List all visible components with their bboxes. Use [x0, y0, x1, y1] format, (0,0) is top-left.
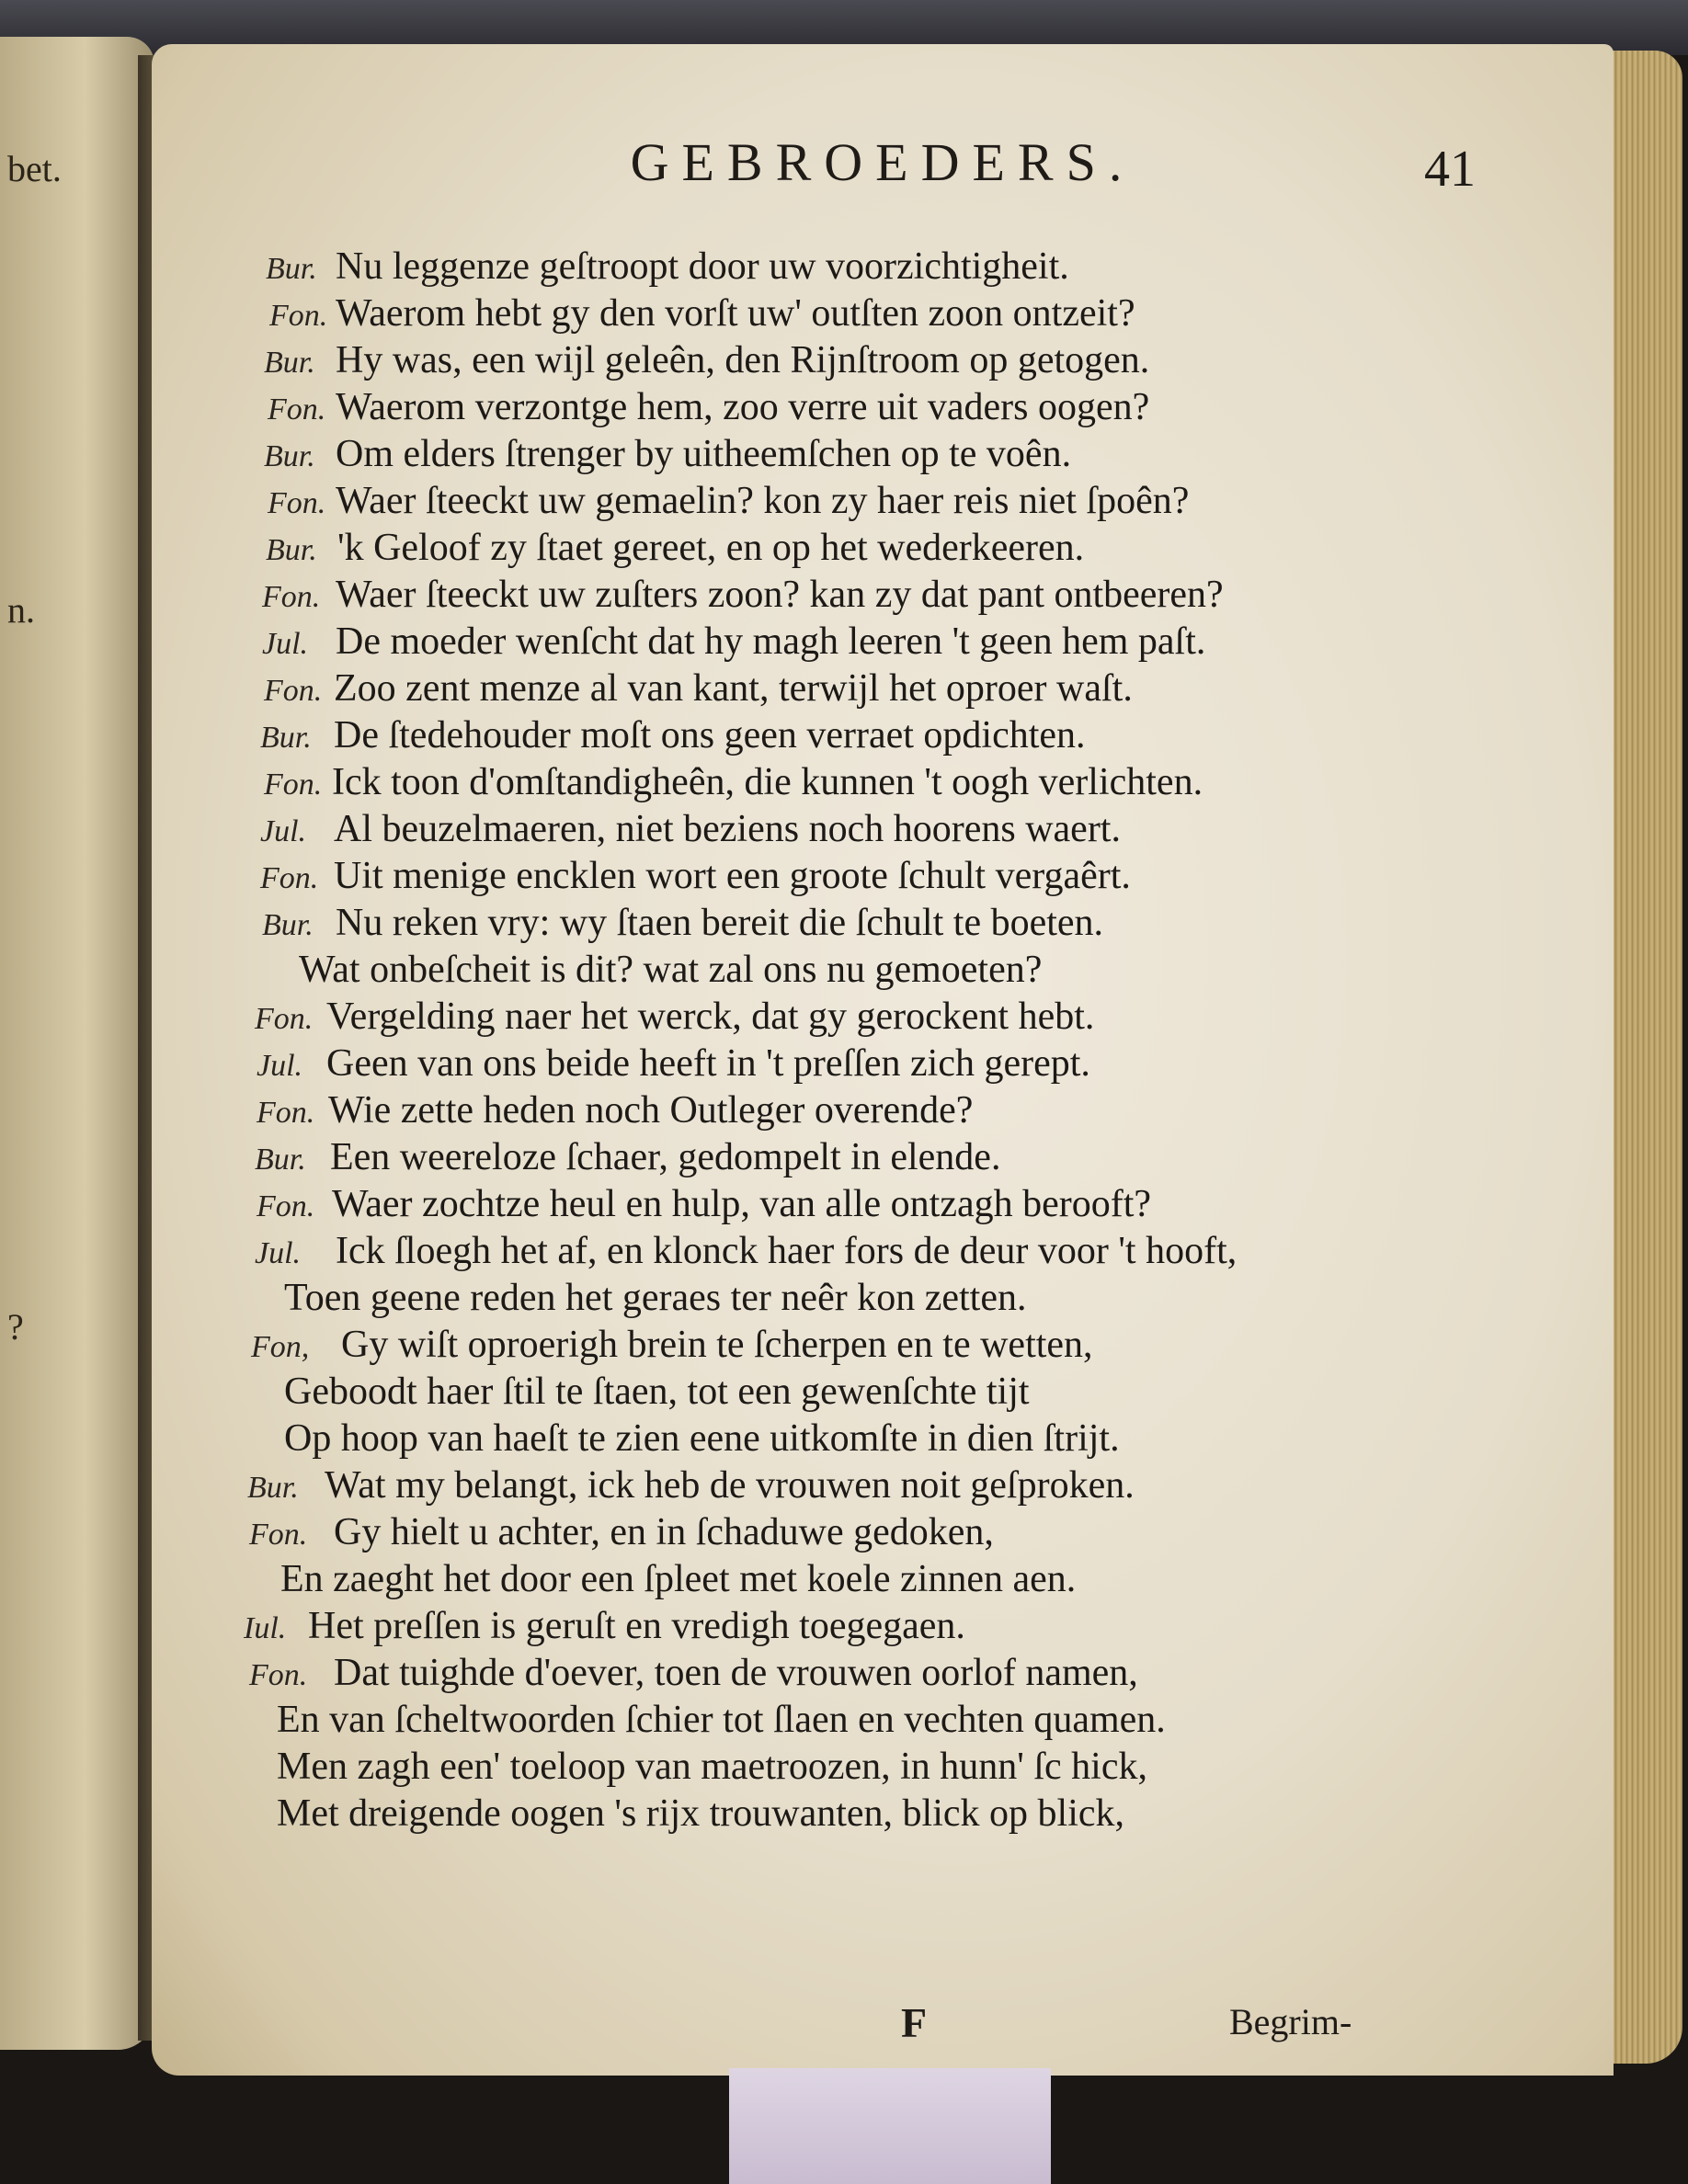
speaker-label: Bur.: [266, 252, 317, 286]
page-number: 41: [1424, 141, 1476, 198]
speaker-label: Fon.: [264, 768, 323, 802]
speaker-label: Iul.: [244, 1611, 287, 1645]
speaker-label: Fon.: [260, 861, 319, 895]
verse-text: Nu reken vry: wy ſtaen bereit die ſchult te boeten.: [336, 902, 1104, 944]
bookmark-slip: [729, 2068, 1051, 2184]
verse-text: Gy hielt u achter, en in ſchaduwe gedoken,: [334, 1511, 994, 1553]
verse-text: Waer ſteeckt uw gemaelin? kon zy haer reis niet ſpoên?: [336, 480, 1190, 522]
speaker-label: Bur.: [247, 1471, 299, 1505]
speaker-label: Jul.: [260, 814, 307, 848]
running-title: GEBROEDERS.: [630, 132, 1135, 192]
verse-text: Gy wiſt oproerigh brein te ſcherpen en te wetten,: [341, 1324, 1093, 1366]
verse-line: [152, 1088, 1614, 1135]
speaker-label: Bur.: [262, 908, 314, 942]
verse-text: De ſtedehouder moſt ons geen verraet opdichten.: [334, 714, 1086, 756]
speaker-label: Fon.: [262, 580, 321, 614]
previous-page-fragment: bet.: [7, 148, 62, 189]
running-head: [152, 131, 1614, 193]
verse-text: En zaeght het door een ſpleet met koele zinnen aen.: [280, 1558, 1077, 1600]
speaker-label: Fon.: [257, 1189, 315, 1223]
verse-line: [152, 432, 1614, 479]
signature-mark: F: [901, 1999, 928, 2046]
verse-line: [152, 1323, 1614, 1370]
verse-line: [152, 854, 1614, 901]
verse-text: Dat tuighde d'oever, toen de vrouwen oorlof namen,: [334, 1652, 1138, 1694]
book-page: [152, 44, 1614, 2076]
speaker-label: Bur.: [264, 346, 315, 380]
verse-line: [152, 1370, 1614, 1416]
verse-text: Vergelding naer het werck, dat gy gerockent hebt.: [326, 995, 1095, 1038]
speaker-label: Bur.: [266, 533, 317, 567]
verse-text: Men zagh een' toeloop van maetroozen, in hunn' ſc hick,: [277, 1746, 1147, 1788]
verse-line: [152, 995, 1614, 1041]
verse-text: De moeder wenſcht dat hy magh leeren 't geen hem paſt.: [336, 620, 1206, 663]
verse-line: [152, 338, 1614, 385]
verse-line: [152, 1041, 1614, 1088]
verse-text: Al beuzelmaeren, niet beziens noch hoorens waert.: [334, 808, 1121, 850]
verse-text: Waerom hebt gy den vorſt uw' outſten zoon ontzeit?: [336, 292, 1135, 335]
speaker-label: Fon,: [251, 1330, 310, 1364]
speaker-label: Jul.: [255, 1236, 302, 1270]
verse-text: Wie zette heden noch Outleger overende?: [328, 1089, 974, 1132]
verse-text: Nu leggenze geſtroopt door uw voorzichtigheit.: [336, 245, 1069, 288]
verse-line: [152, 1604, 1614, 1651]
speaker-label: Fon.: [268, 486, 326, 520]
verse-text: Waer zochtze heul en hulp, van alle ontzagh berooft?: [332, 1183, 1152, 1225]
speaker-label: Fon.: [257, 1096, 315, 1130]
verse-line: [152, 1792, 1614, 1838]
verse-line: [152, 1276, 1614, 1323]
verse-line: [152, 291, 1614, 338]
verse-text: Waerom verzontge hem, zoo verre uit vaders oogen?: [336, 386, 1150, 428]
verse-text: Ick toon d'omſtandigheên, die kunnen 't oogh verlichten.: [332, 761, 1203, 803]
speaker-label: Fon.: [264, 674, 323, 708]
dialogue-block: [152, 245, 1614, 1838]
verse-text: Een weereloze ſchaer, gedompelt in elende.: [330, 1136, 1001, 1178]
verse-text: Om elders ſtrenger by uitheemſchen op te voên.: [336, 433, 1072, 475]
verse-text: Uit menige encklen wort een groote ſchult vergaêrt.: [334, 855, 1131, 897]
verse-text: Wat onbeſcheit is dit? wat zal ons nu gemoeten?: [299, 949, 1043, 991]
verse-text: En van ſcheltwoorden ſchier tot ſlaen en vechten quamen.: [277, 1699, 1166, 1741]
verse-text: Het preſſen is geruſt en vredigh toegegaen.: [308, 1605, 965, 1647]
previous-page-fragment: ?: [7, 1306, 24, 1348]
speaker-label: Fon.: [255, 1002, 314, 1036]
previous-page-fragment: n.: [7, 589, 35, 631]
verse-text: Waer ſteeckt uw zuſters zoon? kan zy dat pant ontbeeren?: [336, 574, 1224, 616]
speaker-label: Jul.: [257, 1049, 303, 1083]
verse-line: [152, 901, 1614, 948]
verse-line: [152, 620, 1614, 666]
verse-text: 'k Geloof zy ſtaet gereet, en op het wederkeeren.: [337, 527, 1085, 569]
verse-line: [152, 1557, 1614, 1604]
verse-line: [152, 948, 1614, 995]
verse-text: Toen geene reden het geraes ter neêr kon zetten.: [284, 1277, 1027, 1319]
speaker-label: Bur.: [264, 439, 315, 473]
verse-line: [152, 1510, 1614, 1557]
verse-line: [152, 1229, 1614, 1276]
verse-text: Op hoop van haeſt te zien eene uitkomſte in dien ſtrijt.: [284, 1417, 1120, 1460]
verse-line: [152, 1698, 1614, 1745]
previous-page-edge: [0, 37, 154, 2050]
speaker-label: Bur.: [260, 721, 312, 755]
speaker-label: Jul.: [262, 627, 309, 661]
speaker-label: Bur.: [255, 1143, 306, 1177]
verse-text: Hy was, een wijl geleên, den Rijnſtroom op getogen.: [336, 339, 1150, 381]
catchword: Begrim-: [1229, 2001, 1352, 2042]
verse-line: [152, 1745, 1614, 1792]
verse-text: Geen van ons beide heeft in 't preſſen zich gerept.: [326, 1042, 1090, 1085]
verse-line: [152, 573, 1614, 620]
verse-line: [152, 1135, 1614, 1182]
verse-line: [152, 760, 1614, 807]
verse-text: Met dreigende oogen 's rijx trouwanten, blick op blick,: [277, 1792, 1125, 1835]
verse-line: [152, 666, 1614, 713]
verse-line: [152, 526, 1614, 573]
verse-line: [152, 807, 1614, 854]
speaker-label: Fon.: [268, 392, 326, 427]
verse-line: [152, 385, 1614, 432]
verse-text: Wat my belangt, ick heb de vrouwen noit geſproken.: [325, 1464, 1135, 1507]
verse-line: [152, 1651, 1614, 1698]
speaker-label: Fon.: [269, 299, 328, 333]
verse-text: Ick ſloegh het af, en klonck haer fors de deur voor 't hooft,: [336, 1230, 1237, 1272]
verse-line: [152, 479, 1614, 526]
verse-text: Zoo zent menze al van kant, terwijl het oproer waſt.: [334, 667, 1133, 710]
speaker-label: Fon.: [249, 1518, 308, 1552]
verse-line: [152, 1182, 1614, 1229]
verse-line: [152, 713, 1614, 760]
verse-line: [152, 1463, 1614, 1510]
verse-line: [152, 245, 1614, 291]
speaker-label: Fon.: [249, 1658, 308, 1692]
verse-text: Geboodt haer ſtil te ſtaen, tot een gewenſchte tijt: [284, 1371, 1030, 1413]
verse-line: [152, 1416, 1614, 1463]
